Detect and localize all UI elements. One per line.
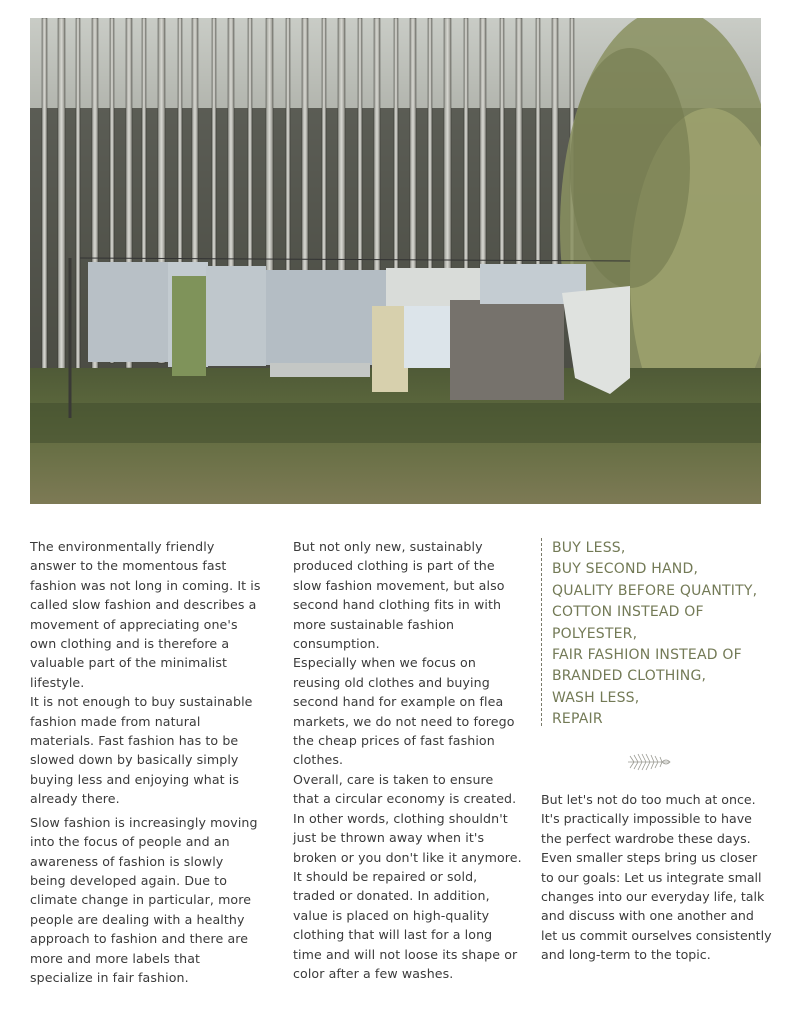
tips-list xyxy=(541,538,776,726)
col1-paragraph: The environmentally friendly answer to the momentous fast fashion was not long in coming. It is called slow fashion and describes a movement of appreciating one's own clothing and is therefore a valuable part of the minimalist lifestyle. xyxy=(30,539,261,690)
column-2 xyxy=(293,537,523,983)
column-1 xyxy=(30,537,262,987)
col2-paragraph: But not only new, sustainably produced clothing is part of the slow fashion movement, but also second hand clothing fits in with more sustainable fashion consumption. xyxy=(293,539,505,652)
tip-item: BUY LESS, xyxy=(552,540,626,556)
col1-paragraph: Slow fashion is increasingly moving into the focus of people and an awareness of fashion is slowly being developed again. Due to climate change in particular, more people are dealing with a healthy approach to fashion and there are more and more labels that specialize in fair fashion. xyxy=(30,814,258,985)
tip-item: REPAIR xyxy=(552,711,603,728)
tip-item: COTTON INSTEAD OF POLYESTER, xyxy=(552,604,704,642)
leaf-icon xyxy=(626,750,672,774)
col2-paragraph: Overall, care is taken to ensure that a circular economy is created. In other words, clothing shouldn't just be thrown away when it's broken or you don't like it anymore. It should be repaired or sold, traded or donated. In addition, value is placed on high-quality clothing that will last for a long time and will not loose its shape or color after a few washes. xyxy=(293,771,522,981)
tip-item: WASH LESS, xyxy=(552,689,640,706)
clothesline-photo xyxy=(30,18,761,504)
tip-item: FAIR FASHION INSTEAD OF BRANDED CLOTHING, xyxy=(552,647,742,685)
column-3 xyxy=(541,790,773,965)
tip-item: QUALITY BEFORE QUANTITY, xyxy=(552,582,758,599)
col2-paragraph: Especially when we focus on reusing old clothes and buying second hand for example on flea markets, we do not need to forego the cheap prices of fast fashion clothes. xyxy=(293,655,515,768)
col3-paragraph: But let's not do too much at once. It's practically impossible to have the perfect wardrobe these days. Even smaller steps bring us closer to our goals: Let us integrate small changes into our everyday life, talk and discuss with one another and let us commit ourselves consistently and long-term to the topic. xyxy=(541,792,772,963)
tip-item: BUY SECOND HAND, xyxy=(552,561,699,578)
col1-paragraph: It is not enough to buy sustainable fashion made from natural materials. Fast fashion has to be slowed down by basically simply buying less and enjoying what is already there. xyxy=(30,694,253,807)
